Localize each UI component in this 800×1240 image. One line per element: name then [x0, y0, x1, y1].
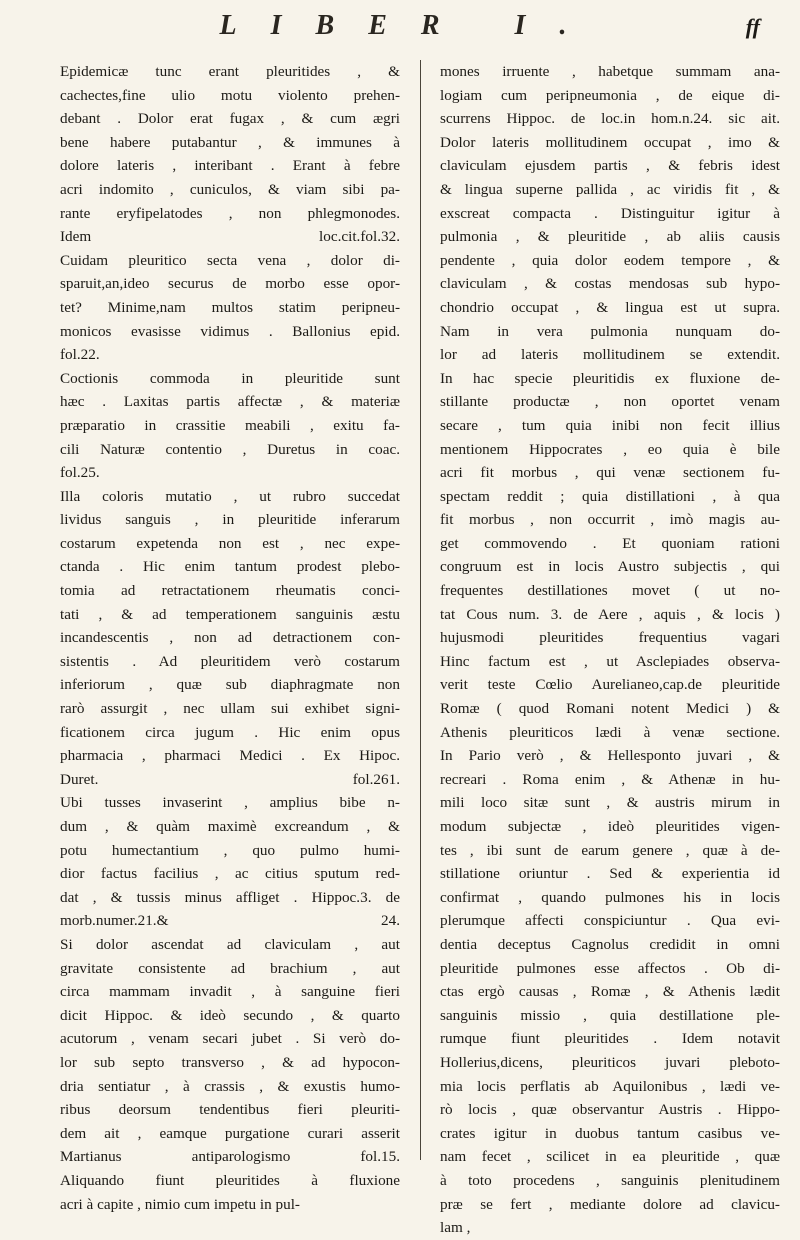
page-header: [60, 10, 760, 58]
text-line: Cuidam pleuritico secta vena , dolor di-: [60, 251, 400, 269]
text-line: mentionem Hippocrates , eo quia è bile: [440, 440, 780, 458]
text-line: Epidemicæ tunc erant pleuritides , &: [60, 63, 400, 80]
text-line: Athenis pleuriticos lædi à venæ sectione.: [440, 723, 780, 741]
text-line: acri fit morbus , qui venæ sectionem fu-: [440, 464, 780, 482]
text-line: costarum expetenda non est , nec expe-: [60, 534, 400, 552]
text-line: pendente , quia dolor eodem tempore , &: [440, 251, 780, 269]
text-line: secare , tum quia inibi non fecit illius: [440, 416, 780, 434]
text-line: sanguinis missio , quia destillatione ple-: [440, 1006, 780, 1024]
text-line: rò locis , quæ observantur Austris . Hippo-: [440, 1101, 780, 1119]
text-line: ficationem circa jugum . Hic enim opus: [60, 723, 400, 741]
text-line: rarò assurgit , nec ullam sui exhibet signi-: [60, 700, 400, 718]
text-line: præparatio in crassitie meabili , exitu fa-: [60, 416, 400, 434]
text-line: fit morbus , non occurrit , imò magis au-: [440, 511, 780, 529]
text-line: cachectes,fine ulio motu violento prehen-: [60, 86, 400, 104]
text-line: hujusmodi pleuritides frequentius vagari: [440, 629, 780, 647]
column-divider: [420, 60, 421, 1160]
text-line: fol.22.: [60, 346, 100, 364]
text-line: dentia deceptus Cagnolus credidit in omni: [440, 935, 780, 953]
text-line: Dolor lateris mollitudinem occupat , imo &: [440, 133, 780, 151]
text-line: potu humectantium , quo pulmo humi-: [60, 841, 400, 859]
text-line: frequentes destillationes movet ( ut no-: [440, 582, 780, 600]
text-line: tati , & ad temperationem sanguinis æstu: [60, 605, 400, 623]
text-line: claviculam , & costas mendosas sub hypo-: [440, 275, 780, 293]
text-line: Idem loc.cit.fol.32.: [60, 228, 400, 246]
text-line: tat Cous num. 3. de Aere , aquis , & locis ): [440, 605, 780, 623]
text-line: cili Naturæ contentio , Duretus in coac.: [60, 440, 400, 458]
text-line: lor ad lateris mollitudinem se extendit.: [440, 346, 780, 364]
text-line: mones irruente , habetque summam ana-: [440, 63, 780, 80]
text-line: lor sub septo transverso , & ad hypocon-: [60, 1053, 400, 1071]
text-line: dria sentiatur , à crassis , & exustis humo-: [60, 1077, 400, 1095]
text-line: lividus sanguis , in pleuritide inferarum: [60, 511, 400, 529]
text-line: pulmonia , & pleuritide , ab aliis causis: [440, 228, 780, 246]
text-line: In Pario verò , & Hellesponto juvari , &: [440, 747, 780, 765]
text-line: Nam in vera pulmonia nunquam do-: [440, 322, 780, 340]
text-line: recreari . Roma enim , & Athenæ in hu-: [440, 770, 780, 788]
text-line: incandescentis , non ad detractionem con-: [60, 629, 400, 647]
text-line: chondrio occupat , & lingua est ut supra.: [440, 298, 780, 316]
right-column: [440, 60, 780, 1237]
text-line: scurrens Hippoc. de loc.in hom.n.24. sic ait.: [440, 110, 780, 128]
text-line: tet? Minime,nam multos statim peripneu-: [60, 298, 400, 316]
text-line: fol.25.: [60, 464, 100, 482]
text-line: dior factus facilius , ac citius sputum red-: [60, 865, 400, 883]
text-line: monicos evasisse vidimus . Ballonius epid.: [60, 322, 400, 340]
text-line: spectam reddit ; quia distillationi , à qua: [440, 487, 780, 505]
text-line: get commovendo . Et quoniam rationi: [440, 534, 780, 552]
text-line: Ubi tusses invaserint , amplius bibe n-: [60, 794, 400, 812]
text-line: dem ait , eamque purgatione curari asserit: [60, 1124, 400, 1142]
text-line: nam fecet , scilicet in ea pleuritide , quæ: [440, 1148, 780, 1166]
text-line: verit teste Cœlio Aurelianeo,cap.de pleuritide: [440, 676, 780, 694]
text-line: præ se fert , mediante dolore ad clavicu-: [440, 1195, 780, 1213]
text-line: acri indomito , cuniculos, & viam sibi pa-: [60, 180, 400, 198]
text-line: Hinc factum est , ut Asclepiades observa-: [440, 652, 780, 670]
text-line: tes , ibi sunt de earum genere , quæ à de-: [440, 841, 780, 859]
text-line: hæc . Laxitas partis affectæ , & materiæ: [60, 393, 400, 411]
text-line: crates igitur in duobus tantum casibus ve-: [440, 1124, 780, 1142]
text-line: morb.numer.21.& 24.: [60, 912, 400, 930]
text-line: mili loco sitæ sunt , & austris mirum in: [440, 794, 780, 812]
text-line: inferiorum , quæ sub diaphragmate non: [60, 676, 400, 694]
text-line: rante eryfipelatodes , non phlegmonodes.: [60, 204, 400, 222]
text-line: acutorum , venam secari jubet . Si verò do-: [60, 1030, 400, 1048]
text-line: dum , & quàm maximè excreandum , &: [60, 818, 400, 835]
text-line: exscreat compacta . Distinguitur igitur à: [440, 204, 780, 222]
text-line: Hollerius,dicens, pleuriticos juvari pleboto-: [440, 1053, 780, 1071]
left-column: [60, 60, 400, 1213]
text-line: ctas ergò causas , Romæ , & Athenis lædit: [440, 983, 780, 1001]
text-line: mia locis perflatis ab Aquilonibus , lædi ve-: [440, 1077, 780, 1095]
text-line: gravitate consistente ad brachium , aut: [60, 959, 400, 977]
text-line: congruum est in locis Austro subjectis , qui: [440, 558, 780, 576]
text-line: rumque fiunt pleuritides . Idem notavit: [440, 1030, 780, 1048]
text-line: stillante productæ , non oportet venam: [440, 393, 780, 411]
text-line: In hac specie pleuritidis ex fluxione de-: [440, 369, 780, 387]
text-line: Romæ ( quod Romani notent Medici ) &: [440, 700, 780, 718]
text-line: Si dolor ascendat ad claviculam , aut: [60, 935, 400, 953]
text-line: debant . Dolor erat fugax , & cum ægri: [60, 110, 400, 128]
text-line: ribus deorsum tendentibus fieri pleuriti-: [60, 1101, 400, 1119]
text-line: tomia ad retractationem rheumatis conci-: [60, 582, 400, 600]
text-line: modum subjectæ , ideò pleuritides vigen-: [440, 818, 780, 835]
running-head: LIBER I.: [219, 10, 601, 41]
text-line: lam ,: [440, 1219, 471, 1237]
text-line: dolore lateris , interibant . Erant à febre: [60, 157, 400, 175]
page-signature: ff: [745, 14, 760, 39]
text-line: ctanda . Hic enim tantum prodest plebo-: [60, 558, 400, 576]
text-line: Aliquando fiunt pleuritides à fluxione: [60, 1171, 400, 1189]
text-line: Coctionis commoda in pleuritide sunt: [60, 369, 400, 387]
text-line: sistentis . Ad pleuritidem verò costarum: [60, 652, 400, 670]
text-line: dat , & tussis minus affliget . Hippoc.3. de: [60, 888, 400, 906]
text-line: à toto procedens , sanguinis plenitudinem: [440, 1171, 780, 1189]
text-line: confirmat , quando pulmones his in locis: [440, 888, 780, 906]
text-line: dicit Hippoc. & ideò secundo , & quarto: [60, 1006, 400, 1024]
text-line: sparuit,an,ideo securus de morbo esse opor-: [60, 275, 400, 293]
text-line: pleuritide pulmones esse affectos . Ob di-: [440, 959, 780, 977]
text-line: Illa coloris mutatio , ut rubro succedat: [60, 487, 400, 505]
text-line: bene habere putabantur , & immunes à: [60, 133, 400, 151]
text-line: claviculam ejusdem partis , & febris idest: [440, 157, 780, 175]
text-line: Martianus antiparologismo fol.15.: [60, 1148, 400, 1166]
text-line: pharmacia , pharmaci Medici . Ex Hipoc.: [60, 747, 400, 765]
text-columns: [60, 60, 780, 1237]
text-line: logiam cum peripneumonia , de eique di-: [440, 86, 780, 104]
text-line: stillatione oriuntur . Sed & experientia id: [440, 865, 780, 883]
text-line: & lingua superne pallida , ac viridis fit , &: [440, 180, 780, 198]
text-line: plerumque affecti conspiciuntur . Qua evi-: [440, 912, 780, 930]
text-line: acri à capite , nimio cum impetu in pul-: [60, 1195, 300, 1213]
text-line: circa mammam invadit , à sanguine fieri: [60, 983, 400, 1001]
text-line: Duret. fol.261.: [60, 770, 400, 788]
